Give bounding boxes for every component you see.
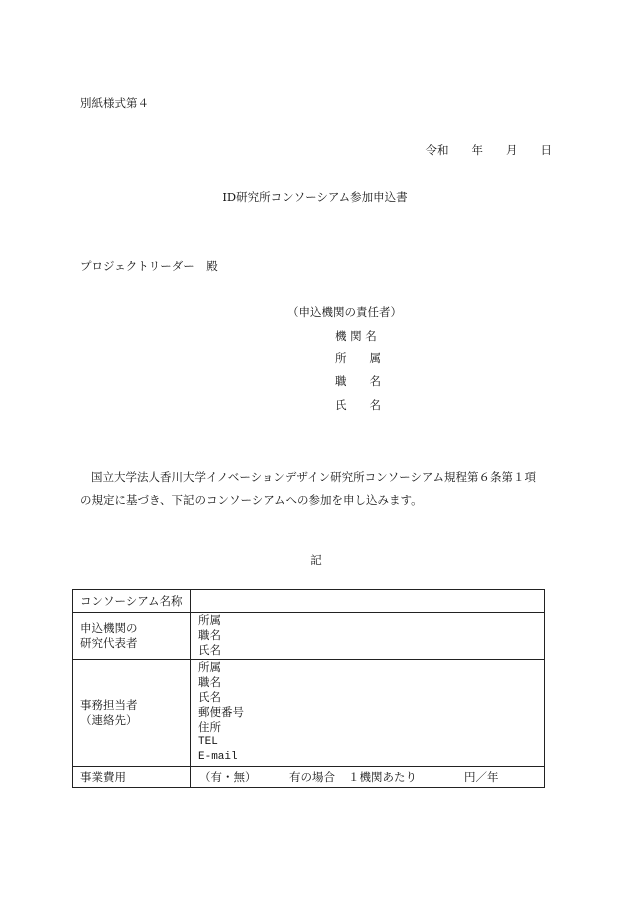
item-postal-code: 郵便番号	[198, 705, 244, 719]
notation-ki: 記	[310, 553, 322, 567]
application-table	[72, 589, 545, 788]
value-cell-consortium-name	[191, 590, 544, 612]
fee-unit: 円／年	[464, 770, 499, 784]
applicant-heading: （申込機関の責任者）	[287, 305, 402, 319]
table-row-contact	[73, 659, 544, 766]
form-number: 別紙様式第４	[80, 96, 149, 110]
item-name: 氏名	[198, 690, 221, 704]
item-email: E-mail	[198, 751, 238, 763]
item-address: 住所	[198, 720, 221, 734]
date-line: 令和 年 月 日	[425, 143, 552, 157]
table-row-consortium-name	[73, 590, 544, 612]
value-cell-contact	[191, 660, 544, 766]
value-cell-project-cost	[191, 767, 544, 787]
label-consortium-name: コンソーシアム名称	[80, 593, 183, 608]
item-position: 職名	[198, 675, 221, 689]
label-contact-line-2: （連絡先）	[80, 713, 138, 727]
applicant-field-affiliation: 所 属	[335, 351, 381, 365]
body-paragraph-line-1: 国立大学法人香川大学イノベーションデザイン研究所コンソーシアム規程第６条第１項	[91, 470, 537, 484]
label-representative-line-1: 申込機関の	[80, 621, 138, 635]
applicant-field-name: 氏 名	[335, 398, 381, 412]
item-tel: TEL	[198, 736, 218, 748]
item-position: 職名	[198, 628, 221, 642]
item-affiliation: 所属	[198, 613, 221, 627]
fee-per-institution: １機関あたり	[348, 770, 417, 784]
table-row-project-cost	[73, 766, 544, 787]
label-cell	[73, 660, 191, 766]
applicant-field-position: 職 名	[335, 374, 381, 388]
fee-availability: （有・無）	[199, 770, 257, 784]
label-project-cost: 事業費用	[80, 769, 126, 784]
value-cell-representative	[191, 613, 544, 659]
label-cell	[73, 590, 191, 612]
body-paragraph-line-2: の規定に基づき、下記のコンソーシアムへの参加を申し込みます。	[80, 493, 423, 507]
document-title: ID研究所コンソーシアム参加申込書	[222, 190, 408, 204]
item-affiliation: 所属	[198, 660, 221, 674]
applicant-field-institution: 機 関 名	[335, 329, 377, 343]
table-row-representative	[73, 612, 544, 659]
label-representative-line-2: 研究代表者	[80, 636, 138, 650]
fee-condition: 有の場合	[289, 770, 335, 784]
label-contact-line-1: 事務担当者	[80, 698, 138, 712]
label-cell	[73, 613, 191, 659]
label-cell	[73, 767, 191, 787]
addressee: プロジェクトリーダー 殿	[80, 259, 218, 273]
item-name: 氏名	[198, 643, 221, 657]
